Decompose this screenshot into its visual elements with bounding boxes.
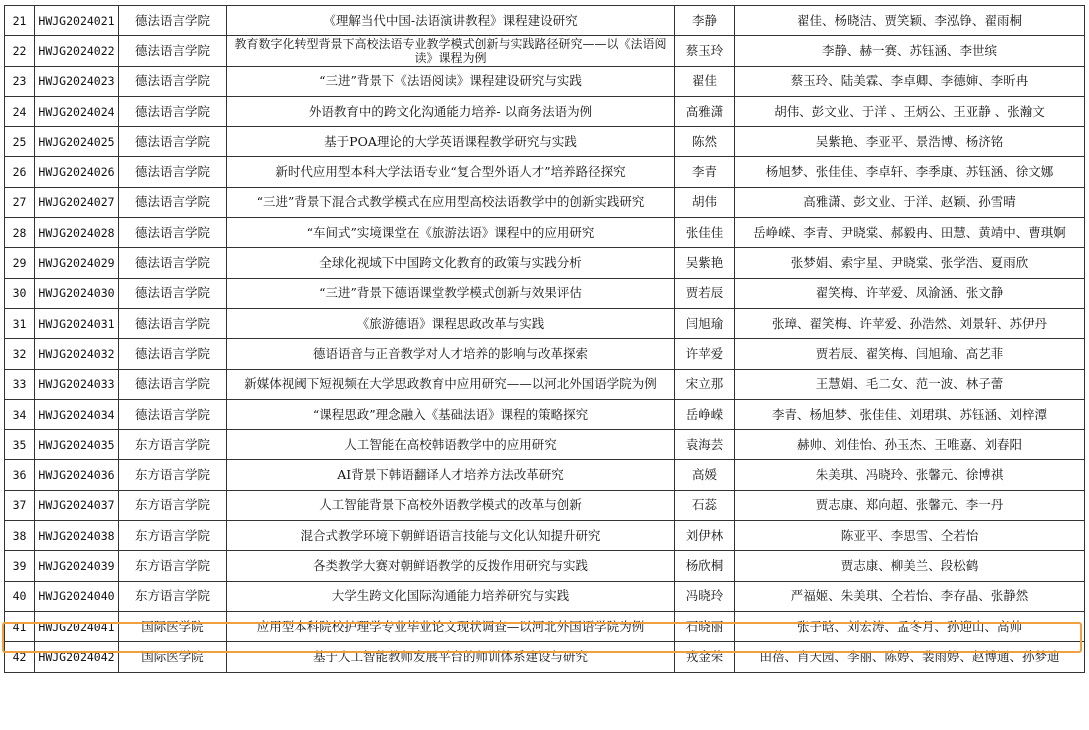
project-members: 陈亚平、李思雪、仝若怡	[735, 521, 1085, 551]
project-title: 应用型本科院校护理学专业毕业论文现状调查—以河北外国语学院为例	[227, 611, 675, 641]
project-members: 赫帅、刘佳怡、孙玉杰、王唯嘉、刘春阳	[735, 430, 1085, 460]
table-row	[5, 581, 1085, 611]
row-number: 32	[5, 339, 35, 369]
table-row	[5, 339, 1085, 369]
row-number: 35	[5, 430, 35, 460]
project-title: 基于POA理论的大学英语课程教学研究与实践	[227, 127, 675, 157]
college-name: 德法语言学院	[119, 308, 227, 338]
project-title: AI背景下韩语翻译人才培养方法改革研究	[227, 460, 675, 490]
project-members: 蔡玉玲、陆美霖、李卓卿、李德婶、李昕冉	[735, 66, 1085, 96]
project-code: HWJG2024021	[35, 6, 119, 36]
project-members: 田蓓、肖天园、李丽、陈婷、裴雨婷、赵博通、孙梦迪	[735, 642, 1085, 672]
college-name: 德法语言学院	[119, 6, 227, 36]
row-number: 40	[5, 581, 35, 611]
college-name: 德法语言学院	[119, 399, 227, 429]
college-name: 东方语言学院	[119, 490, 227, 520]
table-row	[5, 490, 1085, 520]
row-number: 23	[5, 66, 35, 96]
project-members: 高雅潇、彭文业、于洋、赵颖、孙雪晴	[735, 187, 1085, 217]
project-leader: 冯晓玲	[675, 581, 735, 611]
project-code: HWJG2024031	[35, 308, 119, 338]
project-leader: 陈然	[675, 127, 735, 157]
project-title: 人工智能在高校韩语教学中的应用研究	[227, 430, 675, 460]
project-code: HWJG2024024	[35, 96, 119, 126]
college-name: 东方语言学院	[119, 581, 227, 611]
project-members: 翟佳、杨晓洁、贾笑颖、李泓铮、翟雨桐	[735, 6, 1085, 36]
project-code: HWJG2024023	[35, 66, 119, 96]
college-name: 东方语言学院	[119, 460, 227, 490]
row-number: 28	[5, 218, 35, 248]
project-leader: 杨欣桐	[675, 551, 735, 581]
project-members: 贾志康、柳美兰、段松鹤	[735, 551, 1085, 581]
project-code: HWJG2024022	[35, 36, 119, 66]
college-name: 东方语言学院	[119, 551, 227, 581]
row-number: 36	[5, 460, 35, 490]
college-name: 德法语言学院	[119, 248, 227, 278]
table-row	[5, 430, 1085, 460]
table-row	[5, 521, 1085, 551]
table-body	[5, 6, 1085, 673]
project-code: HWJG2024030	[35, 278, 119, 308]
table-row	[5, 551, 1085, 581]
table-row	[5, 36, 1085, 66]
project-members: 杨旭梦、张佳佳、李卓轩、李季康、苏钰涵、徐文娜	[735, 157, 1085, 187]
table-row	[5, 460, 1085, 490]
row-number: 24	[5, 96, 35, 126]
project-title: 新媒体视阈下短视频在大学思政教育中应用研究——以河北外国语学院为例	[227, 369, 675, 399]
project-title: “三进”背景下混合式教学模式在应用型高校法语教学中的创新实践研究	[227, 187, 675, 217]
row-number: 33	[5, 369, 35, 399]
college-name: 德法语言学院	[119, 187, 227, 217]
row-number: 29	[5, 248, 35, 278]
project-members: 翟笑梅、许苹爱、凤渝涵、张文静	[735, 278, 1085, 308]
project-title: “课程思政”理念融入《基础法语》课程的策略探究	[227, 399, 675, 429]
table-row	[5, 96, 1085, 126]
table-row	[5, 308, 1085, 338]
row-number: 34	[5, 399, 35, 429]
project-code: HWJG2024029	[35, 248, 119, 278]
project-title: 《理解当代中国-法语演讲教程》课程建设研究	[227, 6, 675, 36]
project-leader: 翟佳	[675, 66, 735, 96]
row-number: 38	[5, 521, 35, 551]
project-leader: 岳峥嵘	[675, 399, 735, 429]
project-leader: 袁海芸	[675, 430, 735, 460]
table-row	[5, 187, 1085, 217]
college-name: 东方语言学院	[119, 521, 227, 551]
project-code: HWJG2024042	[35, 642, 119, 672]
table-row	[5, 369, 1085, 399]
project-title: “车间式”实境课堂在《旅游法语》课程中的应用研究	[227, 218, 675, 248]
project-members: 朱美琪、冯晓玲、张馨元、徐博祺	[735, 460, 1085, 490]
college-name: 德法语言学院	[119, 36, 227, 66]
table-row	[5, 218, 1085, 248]
project-code: HWJG2024034	[35, 399, 119, 429]
project-leader: 戎金荣	[675, 642, 735, 672]
table-row	[5, 399, 1085, 429]
project-leader: 石晓丽	[675, 611, 735, 641]
project-code: HWJG2024039	[35, 551, 119, 581]
project-title: 全球化视域下中国跨文化教育的政策与实践分析	[227, 248, 675, 278]
project-title: “三进”背景下德语课堂教学模式创新与效果评估	[227, 278, 675, 308]
project-code: HWJG2024036	[35, 460, 119, 490]
row-number: 39	[5, 551, 35, 581]
row-number: 37	[5, 490, 35, 520]
row-number: 41	[5, 611, 35, 641]
project-code: HWJG2024041	[35, 611, 119, 641]
project-leader: 李青	[675, 157, 735, 187]
project-code: HWJG2024038	[35, 521, 119, 551]
table-row	[5, 66, 1085, 96]
project-title: “三进”背景下《法语阅读》课程建设研究与实践	[227, 66, 675, 96]
project-leader: 闫旭瑜	[675, 308, 735, 338]
project-title: 外语教育中的跨文化沟通能力培养- 以商务法语为例	[227, 96, 675, 126]
college-name: 德法语言学院	[119, 278, 227, 308]
project-title: 各类教学大赛对朝鲜语教学的反拨作用研究与实践	[227, 551, 675, 581]
college-name: 德法语言学院	[119, 127, 227, 157]
project-leader: 蔡玉玲	[675, 36, 735, 66]
project-members: 王慧娟、毛二女、范一波、林子蕾	[735, 369, 1085, 399]
college-name: 德法语言学院	[119, 66, 227, 96]
project-members: 张璋、翟笑梅、许苹爱、孙浩然、刘景轩、苏伊丹	[735, 308, 1085, 338]
college-name: 德法语言学院	[119, 96, 227, 126]
table-row	[5, 157, 1085, 187]
project-members: 张子晗、刘宏涛、孟冬月、孙迎山、高帅	[735, 611, 1085, 641]
project-members: 胡伟、彭文业、于洋 、王炳公、王亚静 、张瀚文	[735, 96, 1085, 126]
project-leader: 张佳佳	[675, 218, 735, 248]
project-code: HWJG2024028	[35, 218, 119, 248]
project-code: HWJG2024025	[35, 127, 119, 157]
project-table	[4, 5, 1085, 673]
project-leader: 许苹爱	[675, 339, 735, 369]
row-number: 31	[5, 308, 35, 338]
project-leader: 李静	[675, 6, 735, 36]
project-code: HWJG2024027	[35, 187, 119, 217]
table-row	[5, 127, 1085, 157]
table-row	[5, 611, 1085, 641]
project-title: 教育数字化转型背景下高校法语专业教学模式创新与实践路径研究——以《法语阅读》课程为例	[227, 36, 675, 66]
project-title: 《旅游德语》课程思政改革与实践	[227, 308, 675, 338]
project-code: HWJG2024037	[35, 490, 119, 520]
project-title: 人工智能背景下高校外语教学模式的改革与创新	[227, 490, 675, 520]
project-leader: 胡伟	[675, 187, 735, 217]
table-row	[5, 642, 1085, 672]
table-row	[5, 278, 1085, 308]
row-number: 26	[5, 157, 35, 187]
project-members: 严福姬、朱美琪、仝若怡、李存晶、张静然	[735, 581, 1085, 611]
project-members: 贾若辰、翟笑梅、闫旭瑜、高艺菲	[735, 339, 1085, 369]
project-title: 德语语音与正音教学对人才培养的影响与改革探索	[227, 339, 675, 369]
project-title: 新时代应用型本科大学法语专业“复合型外语人才”培养路径探究	[227, 157, 675, 187]
project-code: HWJG2024033	[35, 369, 119, 399]
project-leader: 宋立那	[675, 369, 735, 399]
row-number: 30	[5, 278, 35, 308]
project-leader: 石蕊	[675, 490, 735, 520]
project-members: 岳峥嵘、李青、尹晓棠、郝毅冉、田慧、黄靖中、曹琪婀	[735, 218, 1085, 248]
project-title: 大学生跨文化国际沟通能力培养研究与实践	[227, 581, 675, 611]
project-members: 张梦娟、索宇星、尹晓棠、张学浩、夏雨欣	[735, 248, 1085, 278]
project-title: 基于人工智能教师发展平台的师训体系建设与研究	[227, 642, 675, 672]
college-name: 德法语言学院	[119, 157, 227, 187]
table-row	[5, 248, 1085, 278]
row-number: 22	[5, 36, 35, 66]
college-name: 国际医学院	[119, 642, 227, 672]
project-code: HWJG2024032	[35, 339, 119, 369]
row-number: 21	[5, 6, 35, 36]
project-members: 吴紫艳、李亚平、景浩博、杨济铭	[735, 127, 1085, 157]
row-number: 25	[5, 127, 35, 157]
table-row	[5, 6, 1085, 36]
college-name: 国际医学院	[119, 611, 227, 641]
row-number: 42	[5, 642, 35, 672]
project-leader: 吴紫艳	[675, 248, 735, 278]
project-leader: 高媛	[675, 460, 735, 490]
college-name: 东方语言学院	[119, 430, 227, 460]
project-code: HWJG2024026	[35, 157, 119, 187]
project-members: 李青、杨旭梦、张佳佳、刘珺琪、苏钰涵、刘梓潭	[735, 399, 1085, 429]
project-members: 贾志康、郑向超、张馨元、李一丹	[735, 490, 1085, 520]
project-leader: 刘伊林	[675, 521, 735, 551]
project-code: HWJG2024040	[35, 581, 119, 611]
college-name: 德法语言学院	[119, 218, 227, 248]
project-members: 李静、赫一赛、苏钰涵、李世缤	[735, 36, 1085, 66]
project-leader: 高雅潇	[675, 96, 735, 126]
project-title: 混合式教学环境下朝鲜语语言技能与文化认知提升研究	[227, 521, 675, 551]
project-leader: 贾若辰	[675, 278, 735, 308]
college-name: 德法语言学院	[119, 369, 227, 399]
college-name: 德法语言学院	[119, 339, 227, 369]
project-code: HWJG2024035	[35, 430, 119, 460]
row-number: 27	[5, 187, 35, 217]
